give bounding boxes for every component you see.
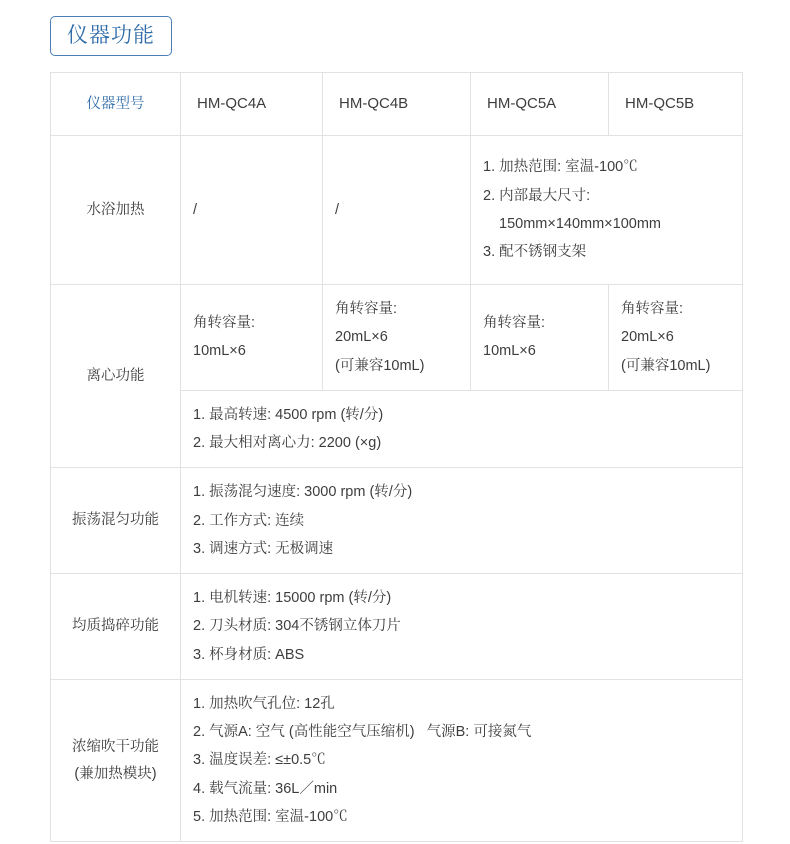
water-bath-item-2: 2. 内部最大尺寸:	[483, 187, 591, 204]
homogenizer-item-3: 3. 杯身材质: ABS	[193, 646, 305, 663]
section-title-wrap	[50, 16, 172, 56]
row-water-bath	[51, 136, 743, 285]
row-homogenizer	[51, 574, 743, 680]
header-model-qc4b: HM-QC4B	[323, 73, 471, 136]
centrifuge-qc4b-line2: 20mL×6	[335, 329, 388, 346]
centrifuge-qc4b-line3: (可兼容10mL)	[335, 357, 425, 374]
table-header-row	[51, 73, 743, 136]
concentrator-item-3: 3. 温度误差: ≤±0.5℃	[193, 752, 326, 769]
centrifuge-qc5a-line1: 角转容量:	[483, 315, 546, 332]
centrifuge-qc5b	[609, 285, 743, 391]
homogenizer-content	[181, 574, 743, 680]
spec-table	[50, 72, 743, 842]
header-label: 仪器型号	[51, 73, 181, 136]
concentrator-item-1: 1. 加热吹气孔位: 12孔	[193, 695, 335, 712]
concentrator-item-4: 4. 载气流量: 36L／min	[193, 780, 338, 797]
row-label-concentrator	[51, 679, 181, 841]
row-centrifuge-capacity	[51, 285, 743, 391]
water-bath-item-3: 3. 配不锈钢支架	[483, 244, 587, 261]
concentrator-content	[181, 679, 743, 841]
centrifuge-qc5b-line3: (可兼容10mL)	[621, 357, 711, 374]
header-model-qc4a: HM-QC4A	[181, 73, 323, 136]
shaker-item-2: 2. 工作方式: 连续	[193, 512, 305, 529]
centrifuge-qc5b-line1: 角转容量:	[621, 301, 684, 317]
water-bath-item-2-detail: 150mm×140mm×100mm	[499, 216, 661, 232]
row-label-centrifuge: 离心功能	[51, 285, 181, 468]
shaker-content	[181, 468, 743, 574]
homogenizer-item-2: 2. 刀头材质: 304不锈钢立体刀片	[193, 618, 401, 635]
shaker-item-3: 3. 调速方式: 无极调速	[193, 540, 334, 557]
centrifuge-shared-item-1: 1. 最高转速: 4500 rpm (转/分)	[193, 406, 384, 423]
concentrator-item-5: 5. 加热范围: 室温-100℃	[193, 808, 348, 825]
water-bath-qc5	[471, 136, 743, 285]
row-label-shaker: 振荡混匀功能	[51, 468, 181, 574]
centrifuge-qc4a	[181, 285, 323, 391]
water-bath-item-1: 1. 加热范围: 室温-100℃	[483, 159, 638, 176]
centrifuge-qc4b	[323, 285, 471, 391]
centrifuge-qc4a-line2: 10mL×6	[193, 343, 246, 360]
row-label-water-bath: 水浴加热	[51, 136, 181, 285]
concentrator-item-2: 2. 气源A: 空气 (高性能空气压缩机) 气源B: 可接氮气	[193, 724, 532, 741]
section-title: 仪器功能	[50, 16, 172, 56]
header-model-qc5a: HM-QC5A	[471, 73, 609, 136]
row-label-concentrator-line1: 浓缩吹干功能	[72, 738, 159, 755]
centrifuge-qc5b-line2: 20mL×6	[621, 329, 674, 346]
water-bath-qc4b: /	[323, 136, 471, 285]
shaker-item-1: 1. 振荡混匀速度: 3000 rpm (转/分)	[193, 484, 413, 501]
centrifuge-qc5a-line2: 10mL×6	[483, 343, 536, 360]
water-bath-qc4a: /	[181, 136, 323, 285]
header-model-qc5b: HM-QC5B	[609, 73, 743, 136]
homogenizer-item-1: 1. 电机转速: 15000 rpm (转/分)	[193, 590, 392, 607]
centrifuge-qc4a-line1: 角转容量:	[193, 315, 256, 332]
centrifuge-qc5a	[471, 285, 609, 391]
row-shaker	[51, 468, 743, 574]
centrifuge-shared	[181, 390, 743, 468]
centrifuge-qc4b-line1: 角转容量:	[335, 301, 398, 317]
row-label-homogenizer: 均质捣碎功能	[51, 574, 181, 680]
row-concentrator	[51, 679, 743, 841]
spec-table-wrap	[50, 72, 742, 842]
centrifuge-shared-item-2: 2. 最大相对离心力: 2200 (×g)	[193, 435, 382, 452]
row-label-concentrator-line2: (兼加热模块)	[74, 765, 157, 782]
